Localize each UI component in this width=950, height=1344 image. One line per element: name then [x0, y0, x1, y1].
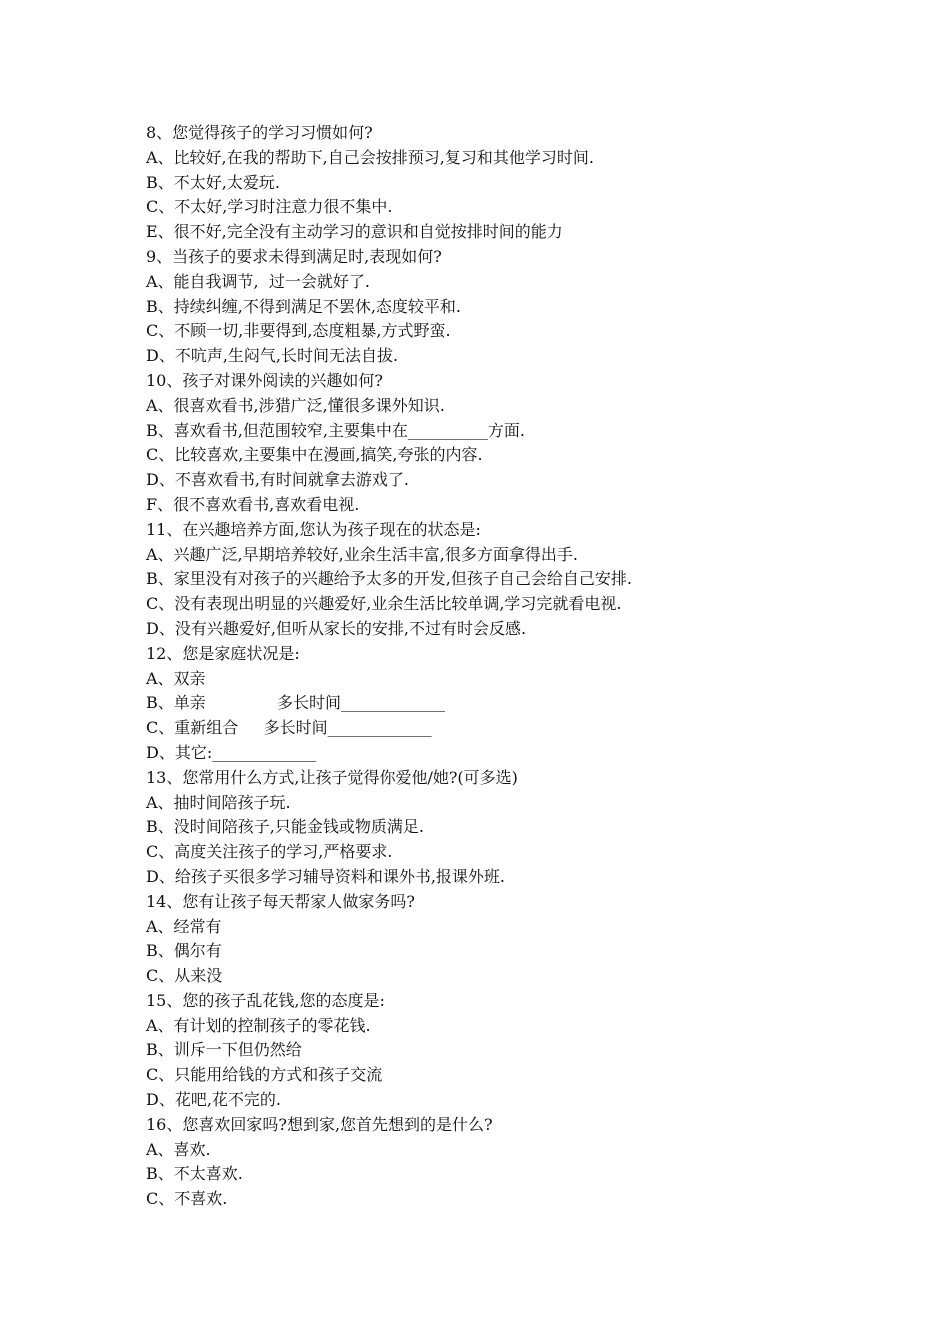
answer-option: C、高度关注孩子的学习,严格要求.: [146, 842, 393, 862]
question-title: 13、您常用什么方式,让孩子觉得你爱他/她?(可多选): [146, 767, 518, 787]
answer-option: D、给孩子买很多学习辅导资料和课外书,报课外班.: [146, 866, 506, 886]
answer-option: D、不喜欢看书,有时间就拿去游戏了.: [146, 470, 410, 490]
question-title: 14、您有让孩子每天帮家人做家务吗?: [146, 891, 415, 911]
answer-option: C、重新组合 多长时间_____________: [146, 718, 432, 738]
answer-option: D、没有兴趣爱好,但听从家长的安排,不过有时会反感.: [146, 618, 527, 638]
question-title: 8、您觉得孩子的学习习惯如何?: [146, 123, 373, 142]
answer-option: B、训斥一下但仍然给: [146, 1040, 302, 1060]
answer-option: A、比较好,在我的帮助下,自己会按排预习,复习和其他学习时间.: [146, 147, 594, 167]
answer-option: B、不太好,太爱玩.: [146, 172, 280, 192]
answer-option: B、喜欢看书,但范围较窄,主要集中在__________方面.: [146, 420, 526, 440]
answer-option: C、只能用给钱的方式和孩子交流: [146, 1065, 383, 1085]
answer-option: C、没有表现出明显的兴趣爱好,业余生活比较单调,学习完就看电视.: [146, 594, 622, 614]
document-body: [146, 121, 886, 1212]
answer-option: D、不吭声,生闷气,长时间无法自拔.: [146, 346, 399, 366]
question-title: 10、孩子对课外阅读的兴趣如何?: [146, 370, 383, 390]
answer-option: A、有计划的控制孩子的零花钱.: [146, 1015, 371, 1035]
question-title: 12、您是家庭状况是:: [146, 643, 300, 663]
answer-option: B、不太喜欢.: [146, 1164, 243, 1184]
answer-option: A、双亲: [146, 668, 206, 688]
question-title: 16、您喜欢回家吗?想到家,您首先想到的是什么?: [146, 1114, 493, 1134]
answer-option: B、单亲 多长时间_____________: [146, 693, 445, 713]
answer-option: F、很不喜欢看书,喜欢看电视.: [146, 494, 360, 514]
answer-option: D、其它:_____________: [146, 742, 317, 762]
question-title: 9、当孩子的要求未得到满足时,表现如何?: [146, 246, 442, 266]
answer-option: C、从来没: [146, 966, 223, 986]
answer-option: A、很喜欢看书,涉猎广泛,懂很多课外知识.: [146, 395, 445, 415]
answer-option: B、没时间陪孩子,只能金钱或物质满足.: [146, 817, 424, 837]
answer-option: A、喜欢.: [146, 1139, 211, 1159]
question-title: 11、在兴趣培养方面,您认为孩子现在的状态是:: [146, 519, 481, 539]
answer-option: C、不喜欢.: [146, 1189, 228, 1209]
question-title: 15、您的孩子乱花钱,您的态度是:: [146, 990, 385, 1010]
answer-option: C、不顾一切,非要得到,态度粗暴,方式野蛮.: [146, 321, 451, 341]
answer-option: A、经常有: [146, 916, 222, 936]
answer-option: A、兴趣广泛,早期培养较好,业余生活丰富,很多方面拿得出手.: [146, 544, 578, 564]
answer-option: A、能自我调节, 过一会就好了.: [146, 271, 370, 291]
answer-option: B、持续纠缠,不得到满足不罢休,态度较平和.: [146, 296, 462, 316]
answer-option: C、比较喜欢,主要集中在漫画,搞笑,夸张的内容.: [146, 445, 483, 465]
answer-option: C、不太好,学习时注意力很不集中.: [146, 197, 393, 217]
answer-option: A、抽时间陪孩子玩.: [146, 792, 291, 812]
answer-option: B、家里没有对孩子的兴趣给予太多的开发,但孩子自己会给自己安排.: [146, 569, 632, 589]
answer-option: B、偶尔有: [146, 941, 222, 961]
answer-option: D、花吧,花不完的.: [146, 1090, 282, 1110]
answer-option: E、很不好,完全没有主动学习的意识和自觉按排时间的能力: [146, 222, 563, 242]
